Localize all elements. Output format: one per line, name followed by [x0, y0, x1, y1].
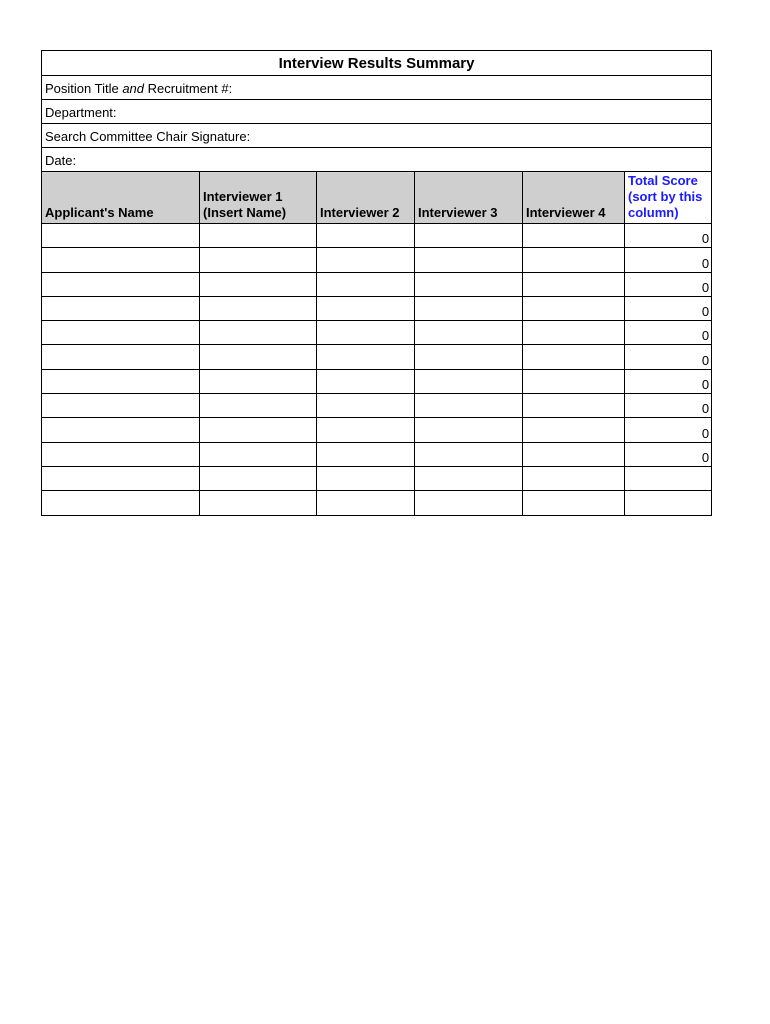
interviewer-3-score-cell[interactable] [415, 394, 523, 418]
table-row [42, 491, 712, 515]
interviewer-1-score-cell[interactable] [200, 345, 317, 369]
header-interviewer-3: Interviewer 3 [415, 172, 523, 224]
interviewer-4-score-cell[interactable] [523, 394, 625, 418]
applicant-name-cell[interactable] [42, 248, 200, 272]
applicant-name-cell[interactable] [42, 321, 200, 345]
table-row [42, 369, 712, 393]
table-row [42, 466, 712, 490]
column-header-row [42, 172, 712, 224]
applicant-name-cell[interactable] [42, 296, 200, 320]
applicant-name-cell[interactable] [42, 442, 200, 466]
interviewer-1-score-cell[interactable] [200, 296, 317, 320]
interviewer-2-score-cell[interactable] [317, 272, 415, 296]
interviewer-4-score-cell[interactable] [523, 442, 625, 466]
header-applicant-name: Applicant's Name [42, 172, 200, 224]
interviewer-2-score-cell[interactable] [317, 418, 415, 442]
interviewer-4-score-cell[interactable] [523, 345, 625, 369]
applicant-name-cell[interactable] [42, 369, 200, 393]
position-label-and: and [122, 81, 145, 96]
position-label-prefix: Position Title [45, 81, 123, 96]
total-score-cell: 0 [625, 321, 712, 345]
interviewer-2-score-cell[interactable] [317, 466, 415, 490]
interviewer-2-score-cell[interactable] [317, 321, 415, 345]
title-row [42, 51, 712, 76]
table-row [42, 442, 712, 466]
interviewer-3-score-cell[interactable] [415, 248, 523, 272]
interviewer-1-score-cell[interactable] [200, 466, 317, 490]
interviewer-3-score-cell[interactable] [415, 224, 523, 248]
interviewer-1-score-cell[interactable] [200, 369, 317, 393]
total-score-cell: 0 [625, 248, 712, 272]
interviewer-2-score-cell[interactable] [317, 394, 415, 418]
interviewer-3-score-cell[interactable] [415, 272, 523, 296]
total-score-cell: 0 [625, 394, 712, 418]
interviewer-4-score-cell[interactable] [523, 224, 625, 248]
date-field[interactable]: Date: [42, 148, 712, 172]
applicant-name-cell[interactable] [42, 345, 200, 369]
applicant-name-cell[interactable] [42, 394, 200, 418]
department-row [42, 100, 712, 124]
total-score-cell: 0 [625, 369, 712, 393]
header-interviewer-1: Interviewer 1 (Insert Name) [200, 172, 317, 224]
interviewer-2-score-cell[interactable] [317, 442, 415, 466]
interviewer-1-score-cell[interactable] [200, 442, 317, 466]
total-score-cell [625, 466, 712, 490]
applicant-name-cell[interactable] [42, 272, 200, 296]
applicant-name-cell[interactable] [42, 491, 200, 515]
interviewer-1-score-cell[interactable] [200, 321, 317, 345]
table-row [42, 321, 712, 345]
table-row [42, 296, 712, 320]
total-score-cell: 0 [625, 296, 712, 320]
interviewer-1-score-cell[interactable] [200, 394, 317, 418]
interviewer-3-score-cell[interactable] [415, 466, 523, 490]
interviewer-2-score-cell[interactable] [317, 345, 415, 369]
applicant-name-cell[interactable] [42, 418, 200, 442]
chair-signature-row [42, 124, 712, 148]
total-score-cell: 0 [625, 345, 712, 369]
header-interviewer-2: Interviewer 2 [317, 172, 415, 224]
interviewer-1-score-cell[interactable] [200, 491, 317, 515]
interviewer-3-score-cell[interactable] [415, 296, 523, 320]
position-row [42, 76, 712, 100]
interviewer-1-score-cell[interactable] [200, 418, 317, 442]
table-row [42, 418, 712, 442]
applicant-name-cell[interactable] [42, 224, 200, 248]
header-interviewer-4: Interviewer 4 [523, 172, 625, 224]
chair-signature-field[interactable]: Search Committee Chair Signature: [42, 124, 712, 148]
date-row [42, 148, 712, 172]
header-total-score: Total Score (sort by this column) [625, 172, 712, 224]
interviewer-3-score-cell[interactable] [415, 491, 523, 515]
position-field[interactable] [42, 76, 712, 100]
table-row [42, 345, 712, 369]
interviewer-1-score-cell[interactable] [200, 272, 317, 296]
interviewer-4-score-cell[interactable] [523, 296, 625, 320]
interviewer-1-score-cell[interactable] [200, 224, 317, 248]
interviewer-4-score-cell[interactable] [523, 321, 625, 345]
table-row [42, 272, 712, 296]
interviewer-3-score-cell[interactable] [415, 369, 523, 393]
interviewer-4-score-cell[interactable] [523, 248, 625, 272]
interviewer-4-score-cell[interactable] [523, 466, 625, 490]
interviewer-2-score-cell[interactable] [317, 224, 415, 248]
total-score-cell: 0 [625, 224, 712, 248]
interviewer-3-score-cell[interactable] [415, 345, 523, 369]
applicant-name-cell[interactable] [42, 466, 200, 490]
interviewer-4-score-cell[interactable] [523, 418, 625, 442]
total-score-cell: 0 [625, 272, 712, 296]
table-row [42, 248, 712, 272]
total-score-cell: 0 [625, 442, 712, 466]
interviewer-3-score-cell[interactable] [415, 442, 523, 466]
interviewer-4-score-cell[interactable] [523, 272, 625, 296]
interview-results-table [41, 50, 712, 516]
total-score-cell [625, 491, 712, 515]
interviewer-2-score-cell[interactable] [317, 248, 415, 272]
position-label-suffix: Recruitment #: [144, 81, 233, 96]
interviewer-1-score-cell[interactable] [200, 248, 317, 272]
table-row [42, 224, 712, 248]
interviewer-2-score-cell[interactable] [317, 369, 415, 393]
table-row [42, 394, 712, 418]
interviewer-3-score-cell[interactable] [415, 321, 523, 345]
page-title: Interview Results Summary [42, 51, 712, 76]
interviewer-4-score-cell[interactable] [523, 491, 625, 515]
interviewer-2-score-cell[interactable] [317, 491, 415, 515]
interviewer-3-score-cell[interactable] [415, 418, 523, 442]
department-field[interactable]: Department: [42, 100, 712, 124]
total-score-cell: 0 [625, 418, 712, 442]
interviewer-2-score-cell[interactable] [317, 296, 415, 320]
interviewer-4-score-cell[interactable] [523, 369, 625, 393]
